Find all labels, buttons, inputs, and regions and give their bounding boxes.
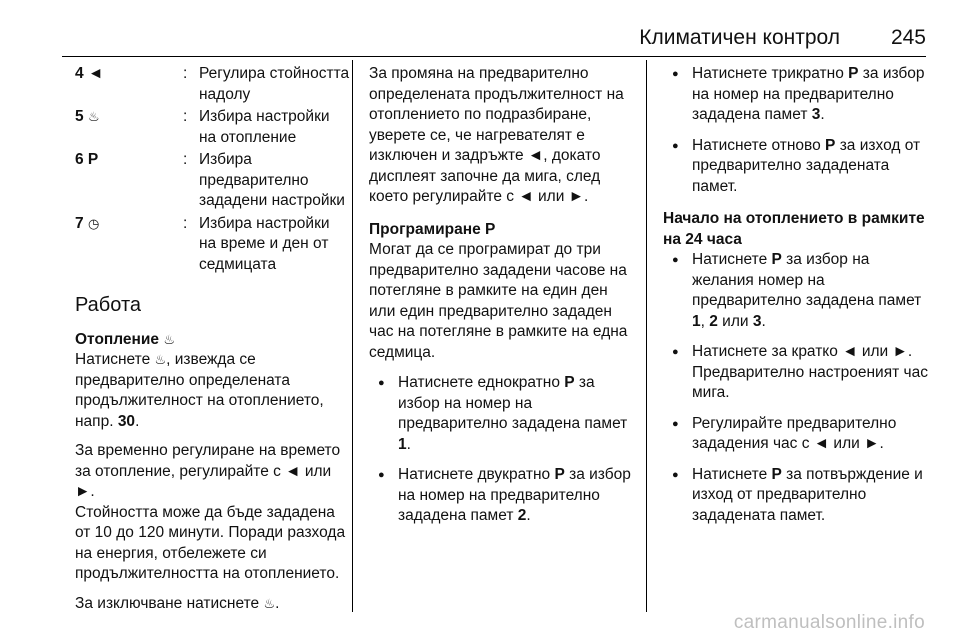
- paragraph: Натиснете ♨, извежда се предварително определената продължителност на отоплението, напр. 30.: [75, 351, 324, 430]
- list-item: ● Натиснете двукратно P за избор на номер на предварително зададена памет 2.: [369, 465, 633, 527]
- bullet-list: [663, 64, 928, 197]
- list-item: ● Натиснете P за потвърждение и изход от предварително зададената памет.: [663, 465, 928, 527]
- list-item: ● Натиснете трикратно P за избор на номер на предварително зададена памет 3.: [663, 64, 928, 126]
- paragraph: Стойността може да бъде зададена от 10 до 120 минути. Поради разхода на енергия, отбележете си продължителността на отоплението.: [75, 503, 346, 582]
- column-divider-1: [352, 60, 353, 612]
- heater-icon: ♨: [263, 595, 276, 611]
- page-number: 245: [890, 26, 926, 49]
- arrow-left-icon: ◄: [87, 65, 104, 82]
- subheading: Програмиране P: [369, 220, 496, 238]
- def-row-4: 4 ◄ : Регулира стойността надолу: [75, 65, 350, 103]
- heater-icon: ♨: [154, 352, 167, 367]
- list-item: ● Натиснете отново P за изход от предварително зададената памет.: [663, 136, 928, 198]
- column-1: [75, 64, 350, 614]
- column-2: [369, 64, 633, 527]
- column-divider-2: [646, 60, 647, 612]
- paragraph: За изключване натиснете ♨.: [75, 594, 280, 612]
- section-heading: Работа: [75, 294, 141, 316]
- list-item: ● Регулирайте предварително зададения час с ◄ или ►.: [663, 414, 928, 455]
- def-row-7: 7 ◷ : Избира настройки на време и ден от седмицата: [75, 214, 330, 273]
- def-row-6: 6 P : Избира предварително зададени настройки: [75, 151, 345, 209]
- def-row-5: 5 ♨ : Избира настройки на отопление: [75, 108, 330, 146]
- list-item: ● Натиснете за кратко ◄ или ►. Предварително настроеният час мига.: [663, 342, 928, 404]
- page-title: Климатичен контрол: [639, 26, 840, 49]
- paragraph: За промяна на предварително определената продължителност на отоплението по подразбиране, уверете се, че нагревателят е изключен и задръжте ◄, докато дисплеят започне да мига, след което регулирайте с ◄ или ►.: [369, 65, 624, 205]
- list-item: ● Натиснете P за избор на желания номер на предварително зададена памет 1, 2 или 3.: [663, 250, 928, 332]
- heater-icon: ♨: [87, 109, 100, 124]
- list-item: ● Натиснете еднократно P за избор на номер на предварително зададена памет 1.: [369, 373, 633, 455]
- column-3: [663, 64, 928, 526]
- subheading: Начало на отоплението в рамките на 24 часа: [663, 210, 925, 248]
- watermark: carmanualsonline.info: [733, 612, 925, 633]
- clock-icon: ◷: [87, 215, 100, 231]
- subheading: Отопление ♨: [75, 330, 176, 348]
- paragraph: Могат да се програмират до три предварително зададени часове на потегляне в рамките на един ден или един предварително зададен час на потегляне в рамките на една седмица.: [369, 241, 628, 361]
- heater-icon: ♨: [163, 331, 176, 347]
- bullet-list: [663, 250, 928, 526]
- bullet-list: [369, 373, 633, 527]
- page-header: [62, 22, 926, 57]
- paragraph: За временно регулиране на времето за отопление, регулирайте с ◄ или ►.: [75, 442, 341, 500]
